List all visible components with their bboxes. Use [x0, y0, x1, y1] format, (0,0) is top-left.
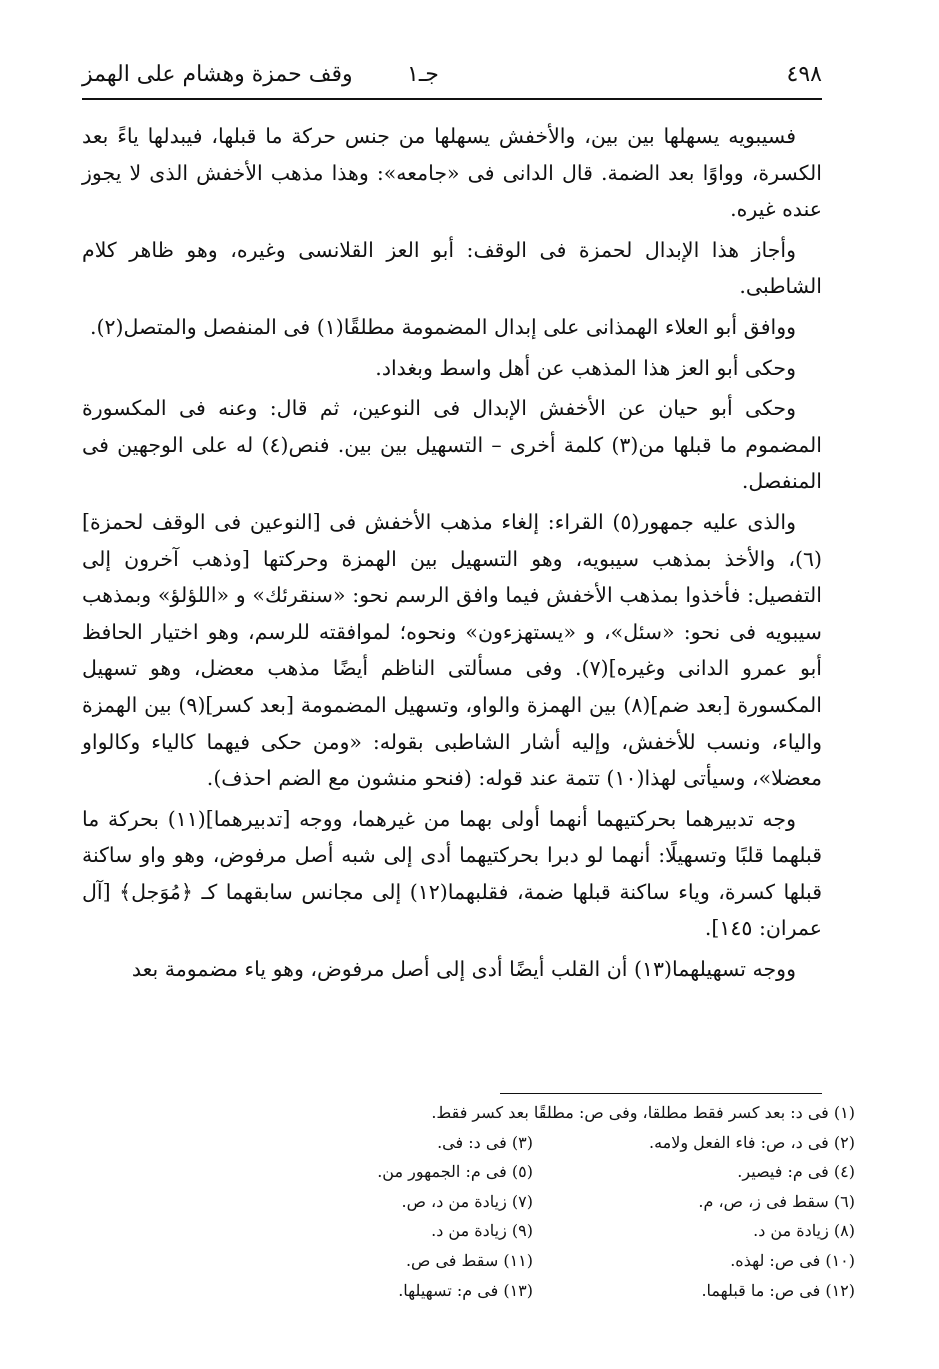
footnote: (٧) زيادة من د، ص. [401, 1191, 533, 1211]
volume-label: جـ١ [407, 62, 439, 87]
footnote: (٩) زيادة من د. [431, 1221, 533, 1241]
running-header [82, 62, 822, 98]
footnote: (٢) فى د، ص: فاء الفعل ولامه. [649, 1132, 855, 1152]
paragraph: فسيبويه يسهلها بين بين، والأخفش يسهلها من جنس حركة ما قبلها، فيبدلها ياءً بعد الكسرة، وواوًا بعد الضمة. قال الدانى فى «جامعه»: وهذا مذهب الأخفش الذى لا يجوز عنده غيره. [82, 124, 822, 222]
footnote-row [255, 1276, 855, 1306]
footnote-rule [500, 1093, 822, 1094]
paragraph: ووافق أبو العلاء الهمذانى على إبدال المضمومة مطلقًا(١) فى المنفصل والمتصل(٢). [89, 314, 796, 339]
paragraph: وحكى أبو العز هذا المذهب عن أهل واسط وبغداد. [375, 355, 796, 380]
footnote-row [255, 1216, 855, 1246]
footnote: (١٠) فى ص: لهذه. [730, 1250, 855, 1270]
paragraph: وجه تدبيرهما بحركتيهما أنهما أولى بهما من غيرهما، ووجه [تدبيرهما](١١) بحركة ما قبلهما قلبًا وتسهيلًا: أنهما لو دبرا بحركتيهما أدى إلى شبه أصل مرفوض، وهو واو ساكنة قبلها كسرة، وياء ساكنة قبلها ضمة، فقلبهما(١٢) إلى مجانس سابقهما كـ ﴿مُوَجل﴾ [آل عمران: ١٤٥]. [82, 806, 822, 941]
footnote: (٤) فى م: فيصير. [737, 1162, 855, 1182]
footnote: (١١) سقط فى ص. [405, 1250, 533, 1270]
paragraph: والذى عليه جمهور(٥) القراء: إلغاء مذهب الأخفش فى [النوعين فى الوقف لحمزة](٦)، والأخذ بمذهب سيبويه، وهو التسهيل بين الهمزة وحركتها [وذهب آخرون إلى التفصيل: فأخذوا بمذهب الأخفش فيما وافق الرسم نحو: «سنقرئك» و «اللؤلؤ» وبمذهب سيبويه فى نحو: «سئل»، و «يستهزءون» ونحوه؛ لموافقته للرسم، وهو اختيار الحافظ أبو عمرو الدانى وغيره](٧). وفى مسألتى الناظم أيضًا مذهب معضل، وهو تسهيل المكسورة [بعد ضم](٨) بين الهمزة والواو، وتسهيل المضمومة [بعد كسر](٩) بين الهمزة والياء، ونسب للأخفش، وإليه أشار الشاطبى بقوله: «ومن حكى فيهما كالياء وكالواو معضلا»، وسيأتى لهذا(١٠) تتمة عند قوله: (فنحو منشون مع الضم احذف). [82, 509, 822, 791]
header-rule [82, 98, 822, 100]
footnote: (٦) سقط فى ز، ص، م. [698, 1191, 855, 1211]
paragraph: وأجاز هذا الإبدال لحمزة فى الوقف: أبو العز القلانسى وغيره، وهو ظاهر كلام الشاطبى. [82, 237, 822, 299]
footnote-row [255, 1187, 855, 1217]
chapter-title: وقف حمزة وهشام على الهمز [82, 62, 353, 87]
paragraph: وحكى أبو حيان عن الأخفش الإبدال فى النوعين، ثم قال: وعنه فى المكسورة المضموم ما قبلها من(٣) كلمة أخرى – التسهيل بين بين. فنص(٤) له على الوجهين فى المنفصل. [82, 396, 822, 494]
footnote: (٥) فى م: الجمهور من. [377, 1162, 533, 1182]
footnote-row [255, 1246, 855, 1276]
paragraph: ووجه تسهيلهما(١٣) أن القلب أيضًا أدى إلى أصل مرفوض، وهو ياء مضمومة بعد [131, 957, 796, 982]
footnote: (١٢) فى ص: ما قبلهما. [701, 1280, 855, 1300]
footnote: (٣) فى د: فى. [437, 1132, 533, 1152]
footnote: (١) فى د: بعد كسر فقط مطلقا، وفى ص: مطلقًا بعد كسر فقط. [431, 1103, 855, 1122]
footnote: (٨) زيادة من د. [753, 1221, 855, 1241]
main-text [82, 118, 822, 992]
footnote-row [255, 1128, 855, 1158]
page-number: ٤٩٨ [786, 62, 822, 87]
footnote-row [255, 1157, 855, 1187]
footnote-row [255, 1098, 855, 1128]
footnote: (١٣) فى م: تسهيلها. [398, 1280, 533, 1300]
footnotes [255, 1098, 855, 1305]
